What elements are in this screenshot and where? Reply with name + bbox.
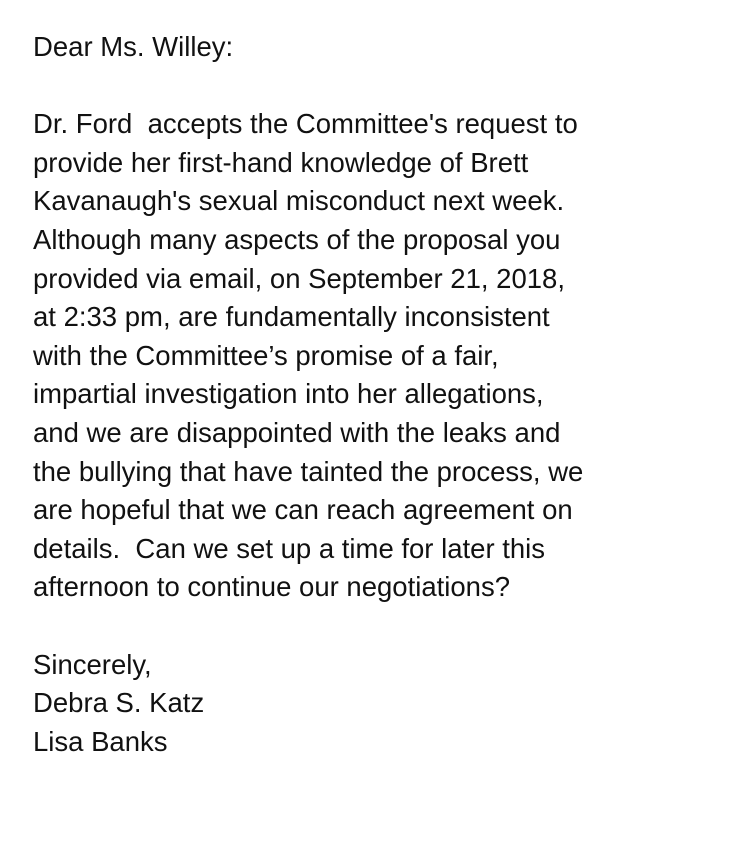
body-line: provide her first-hand knowledge of Brett: [33, 146, 529, 178]
body-line: impartial investigation into her allegations,: [33, 378, 544, 410]
body-line: and we are disappointed with the leaks and: [33, 416, 561, 448]
body-line: Although many aspects of the proposal you: [33, 223, 561, 255]
body-line: Dr. Ford accepts the Committee's request to: [33, 108, 578, 140]
body-line: Kavanaugh's sexual misconduct next week.: [33, 185, 565, 217]
signatory-name: Debra S. Katz: [33, 687, 205, 719]
signatory-name: Lisa Banks: [33, 725, 168, 757]
letter: [33, 28, 723, 761]
body-line: provided via email, on September 21, 2018,: [33, 262, 565, 294]
body-line: the bullying that have tainted the process, we: [33, 455, 584, 487]
body-line: at 2:33 pm, are fundamentally inconsistent: [33, 301, 550, 333]
body-line: are hopeful that we can reach agreement on: [33, 494, 573, 526]
paragraph-gap: [33, 607, 723, 646]
body-line: afternoon to continue our negotiations?: [33, 571, 511, 603]
closing: Sincerely,: [33, 648, 152, 680]
paragraph-gap: [33, 67, 723, 106]
letter-body: [33, 105, 723, 607]
salutation: Dear Ms. Willey:: [33, 31, 234, 62]
body-line: with the Committee’s promise of a fair,: [33, 339, 499, 371]
body-line: details. Can we set up a time for later this: [33, 532, 546, 564]
